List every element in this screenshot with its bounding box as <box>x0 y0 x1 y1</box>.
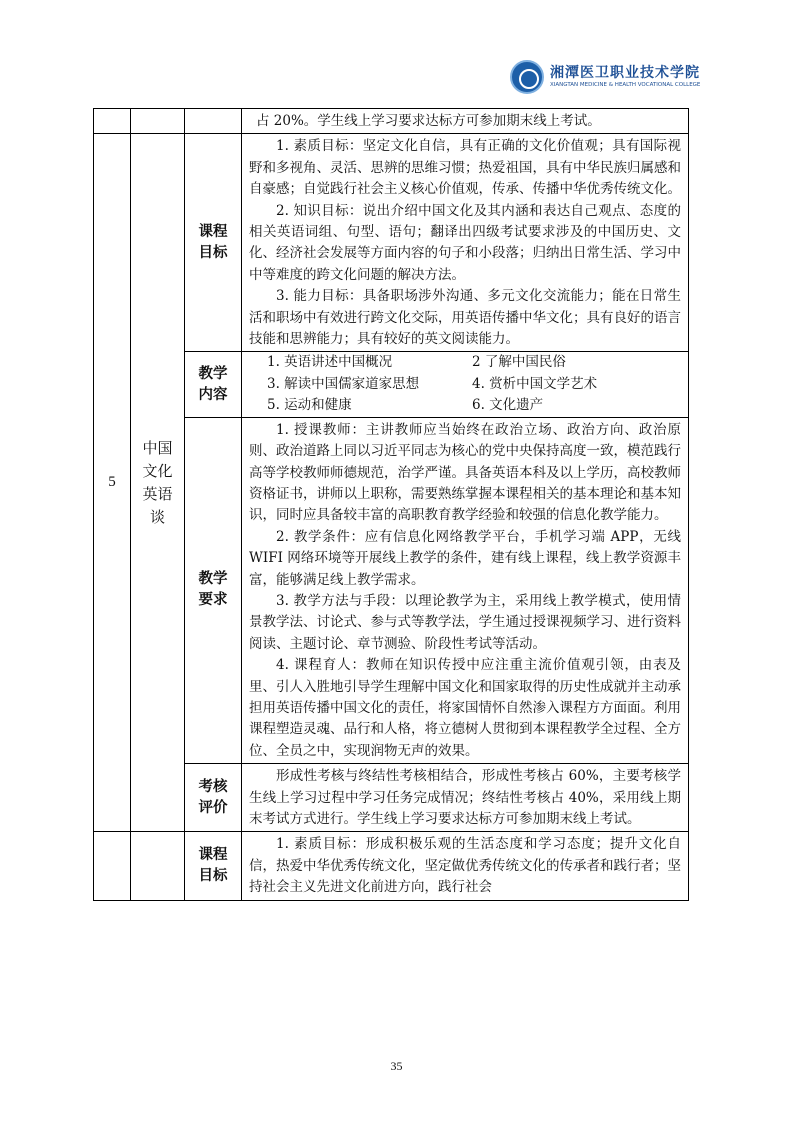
objective-quality: 1. 素质目标：坚定文化自信，具有正确的文化价值观；具有国际视野和多视角、灵活、思辨的思维习惯；热爱祖国，具有中华民族归属感和自豪感；自觉践行社会主义核心价值观，传承、传播中华优秀传统文化。 <box>249 138 681 198</box>
content-label: 教学内容 <box>185 352 242 417</box>
school-emblem-icon <box>510 60 544 94</box>
objectives-label: 课程目标 <box>185 134 242 352</box>
previous-course-tail-text: 占 20%。学生线上学习要求达标方可参加期末线上考试。 <box>242 109 689 134</box>
page-number: 35 <box>390 1059 403 1073</box>
content-list <box>242 352 689 417</box>
requirement-education: 4. 课程育人：教师在知识传授中应注重主流价值观引领，由表及里、引人入胜地引导学生理解中国文化和国家取得的历史性成就并主动承担用英语传播中国文化的责任，将家国情怀自然渗入课程方方面面。利用课程塑造灵魂、品行和人格，将立德树人贯彻到本课程教学全过程、全方位、全员之中，实现润物无声的效果。 <box>249 657 681 759</box>
curriculum-table <box>93 108 689 901</box>
cell-empty <box>131 109 185 134</box>
objectives-row <box>94 134 689 352</box>
cell-empty <box>131 832 185 900</box>
course-name: 中国文化英语谈 <box>131 134 185 832</box>
cell-empty <box>94 109 131 134</box>
objective-knowledge: 2. 知识目标：说出介绍中国文化及其内涵和表达自己观点、态度的相关英语词组、句型、语句；翻译出四级考试要求涉及的中国历史、文化、经济社会发展等方面内容的句子和小段落；归纳出日常生活、学习中中等难度的跨文化问题的解决方法。 <box>249 202 681 283</box>
cell-empty <box>185 109 242 134</box>
cell-empty <box>94 832 131 900</box>
content-item: 3. 解读中国儒家道家思想 <box>267 375 420 392</box>
school-logo <box>510 60 701 96</box>
requirement-conditions: 2. 教学条件：应有信息化网络教学平台，手机学习端 APP，无线 WIFI 网络环境等开展线上教学的条件，建有线上课程，线上教学资源丰富，能够满足线上教学需求。 <box>249 528 681 588</box>
objective-ability: 3. 能力目标：具备职场涉外沟通、多元文化交流能力；能在日常生活和职场中有效进行跨文化交际，用英语传播中华文化；具有良好的语言技能和思辨能力；具有较好的英文阅读能力。 <box>249 288 681 348</box>
previous-course-tail-row <box>94 109 689 134</box>
evaluation-label: 考核评价 <box>185 764 242 832</box>
requirement-teacher: 1. 授课教师：主讲教师应当始终在政治立场、政治方向、政治原则、政治道路上同以习近平同志为核心的党中央保持高度一致，模范践行高等学校教师师德规范，治学严谨。具备英语本科及以上学历，高校教师资格证书，讲师以上职称，需要熟练掌握本课程相关的基本理论和基本知识，同时应具备较丰富的高职教育教学经验和较强的信息化教学能力。 <box>249 421 681 524</box>
evaluation-content: 形成性考核与终结性考核相结合，形成性考核占 60%，主要考核学生线上学习过程中学习任务完成情况；终结性考核占 40%，采用线上期末考试方式进行。学生线上学习要求达标方可参加期末线上考试。 <box>242 764 689 832</box>
school-name-cn: 湘潭医卫职业技术学院 <box>550 65 700 81</box>
requirement-methods: 3. 教学方法与手段：以理论教学为主，采用线上教学模式，使用情景教学法、讨论式、参与式等教学法，学生通过授课视频学习、进行资料阅读、主题讨论、章节测验、阶段性考试等活动。 <box>249 592 681 652</box>
next-course-objectives-row <box>94 832 689 900</box>
objectives-content <box>242 134 689 352</box>
school-name-en: XIANGTAN MEDICINE & HEALTH VOCATIONAL COLLEGE <box>550 82 701 88</box>
content-item: 5. 运动和健康 <box>267 397 352 414</box>
content-item: 1. 英语讲述中国概况 <box>267 354 393 371</box>
next-objectives-content: 1. 素质目标：形成积极乐观的生活态度和学习态度；提升文化自信，热爱中华优秀传统文化，坚定做优秀传统文化的传承者和践行者；坚持社会主义先进文化前进方向，践行社会 <box>242 832 689 900</box>
requirements-content <box>242 417 689 764</box>
next-objectives-label: 课程目标 <box>185 832 242 900</box>
course-number: 5 <box>94 134 131 832</box>
content-item: 2 了解中国民俗 <box>472 354 566 371</box>
content-item: 6. 文化遗产 <box>472 397 544 414</box>
content-item: 4. 赏析中国文学艺术 <box>472 375 598 392</box>
requirements-label: 教学要求 <box>185 417 242 764</box>
